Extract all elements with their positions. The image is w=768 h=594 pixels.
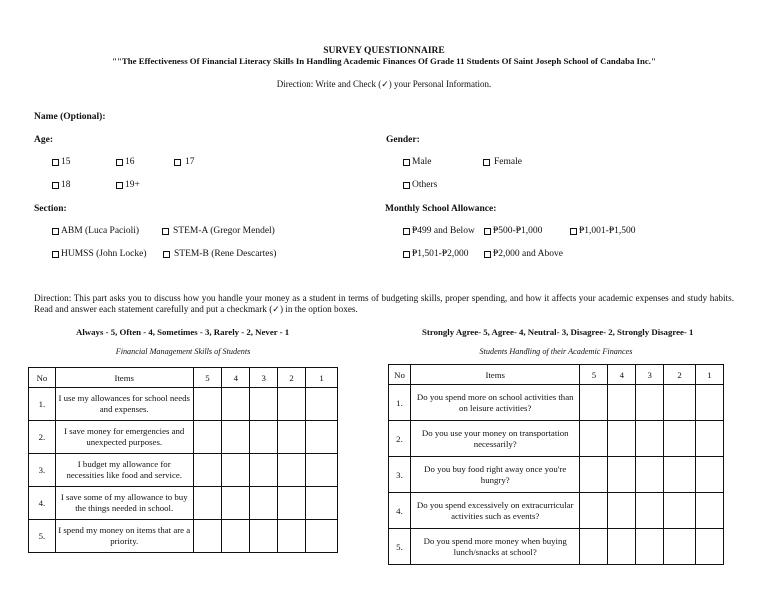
- header-5: 5: [193, 368, 222, 388]
- rating-cell[interactable]: [278, 421, 306, 454]
- survey-subtitle: ""The Effectiveness Of Financial Literacy Skills In Handling Academic Finances Of Grade 11 Students Of Saint Joseph School of Candaba Inc.": [112, 56, 656, 66]
- table-row: [29, 487, 338, 520]
- rating-cell[interactable]: [608, 529, 636, 565]
- rating-cell[interactable]: [580, 529, 608, 565]
- rating-cell[interactable]: [636, 457, 664, 493]
- allowance-label: Monthly School Allowance:: [385, 204, 497, 214]
- header-4: 4: [608, 365, 636, 385]
- allowance-option-1001-1500[interactable]: ₱1,001-₱1,500: [570, 226, 635, 236]
- rating-cell[interactable]: [580, 421, 608, 457]
- left-scale-legend: Always - 5, Often - 4, Sometimes - 3, Rarely - 2, Never - 1: [76, 327, 290, 337]
- table-row: [29, 454, 338, 487]
- table-header-row: [389, 365, 724, 385]
- row-number: 4.: [389, 493, 411, 529]
- header-2: 2: [278, 368, 306, 388]
- header-3: 3: [636, 365, 664, 385]
- rating-cell[interactable]: [608, 457, 636, 493]
- age-label: Age:: [34, 135, 53, 145]
- rating-cell[interactable]: [222, 487, 250, 520]
- table-row: [29, 520, 338, 553]
- checkbox[interactable]: [174, 159, 181, 166]
- rating-cell[interactable]: [306, 487, 338, 520]
- rating-cell[interactable]: [222, 454, 250, 487]
- row-item: I save some of my allowance to buy the things needed in school.: [55, 487, 193, 520]
- header-4: 4: [222, 368, 250, 388]
- section-option-stem-a[interactable]: STEM-A (Gregor Mendel): [162, 226, 275, 236]
- survey-title: SURVEY QUESTIONNAIRE: [323, 46, 445, 56]
- allowance-option-1501-2000[interactable]: ₱1,501-₱2,000: [403, 249, 468, 259]
- section-option-stem-b[interactable]: STEM-B (Rene Descartes): [163, 249, 276, 259]
- header-3: 3: [250, 368, 278, 388]
- row-number: 1.: [29, 388, 56, 421]
- checkbox[interactable]: [403, 159, 410, 166]
- gender-option-male[interactable]: Male: [403, 157, 432, 167]
- checkbox[interactable]: [403, 228, 410, 235]
- rating-cell[interactable]: [193, 454, 222, 487]
- checkbox[interactable]: [484, 228, 491, 235]
- rating-cell[interactable]: [664, 457, 696, 493]
- right-table-title: Students Handling of their Academic Finances: [479, 347, 633, 356]
- left-table-title: Financial Management Skills of Students: [115, 347, 251, 356]
- header-items: Items: [410, 365, 580, 385]
- checkbox[interactable]: [403, 251, 410, 258]
- rating-cell[interactable]: [193, 487, 222, 520]
- rating-cell[interactable]: [636, 493, 664, 529]
- row-number: 2.: [389, 421, 411, 457]
- header-1: 1: [696, 365, 724, 385]
- age-option-15[interactable]: 15: [52, 157, 71, 167]
- table-row: [29, 388, 338, 421]
- rating-cell[interactable]: [696, 421, 724, 457]
- rating-cell[interactable]: [636, 529, 664, 565]
- rating-cell[interactable]: [696, 457, 724, 493]
- academic-finances-table: [388, 364, 724, 565]
- rating-cell[interactable]: [608, 385, 636, 421]
- rating-cell[interactable]: [222, 520, 250, 553]
- rating-cell[interactable]: [580, 493, 608, 529]
- row-number: 5.: [29, 520, 56, 553]
- age-option-19-plus[interactable]: 19+: [116, 180, 140, 190]
- rating-cell[interactable]: [306, 421, 338, 454]
- checkbox[interactable]: [52, 159, 59, 166]
- header-5: 5: [580, 365, 608, 385]
- table-row: [389, 529, 724, 565]
- row-item: Do you use your money on transportation necessarily?: [410, 421, 580, 457]
- name-label: Name (Optional):: [34, 112, 106, 122]
- allowance-option-500-1000[interactable]: ₱500-₱1,000: [484, 226, 542, 236]
- row-number: 1.: [389, 385, 411, 421]
- checkbox[interactable]: [483, 159, 490, 166]
- header-no: No: [29, 368, 56, 388]
- checkbox[interactable]: [162, 228, 169, 235]
- checkbox[interactable]: [116, 182, 123, 189]
- rating-cell[interactable]: [250, 454, 278, 487]
- checkbox[interactable]: [484, 251, 491, 258]
- rating-cell[interactable]: [222, 421, 250, 454]
- table-row: [389, 493, 724, 529]
- row-item: Do you buy food right away once you're hungry?: [410, 457, 580, 493]
- right-scale-legend: Strongly Agree- 5, Agree- 4, Neutral- 3, Disagree- 2, Strongly Disagree- 1: [422, 327, 694, 337]
- rating-cell[interactable]: [696, 529, 724, 565]
- header-2: 2: [664, 365, 696, 385]
- rating-cell[interactable]: [580, 457, 608, 493]
- row-item: I budget my allowance for necessities like food and service.: [55, 454, 193, 487]
- row-number: 4.: [29, 487, 56, 520]
- age-option-16[interactable]: 16: [116, 157, 135, 167]
- rating-cell[interactable]: [306, 388, 338, 421]
- rating-cell[interactable]: [608, 493, 636, 529]
- rating-cell[interactable]: [696, 493, 724, 529]
- rating-cell[interactable]: [278, 520, 306, 553]
- section-option-abm[interactable]: ABM (Luca Pacioli): [52, 226, 139, 236]
- gender-option-female[interactable]: Female: [483, 157, 522, 167]
- rating-cell[interactable]: [608, 421, 636, 457]
- section-label: Section:: [34, 204, 67, 214]
- rating-cell[interactable]: [278, 454, 306, 487]
- checkbox[interactable]: [403, 182, 410, 189]
- gender-label: Gender:: [386, 135, 420, 145]
- header-1: 1: [306, 368, 338, 388]
- age-option-17[interactable]: 17: [174, 157, 195, 167]
- table-row: [389, 385, 724, 421]
- rating-cell[interactable]: [250, 421, 278, 454]
- rating-cell[interactable]: [636, 421, 664, 457]
- rating-cell[interactable]: [664, 493, 696, 529]
- checkbox[interactable]: [163, 251, 170, 258]
- rating-cell[interactable]: [278, 388, 306, 421]
- rating-cell[interactable]: [250, 487, 278, 520]
- rating-cell[interactable]: [193, 520, 222, 553]
- checkbox[interactable]: [52, 182, 59, 189]
- personal-info-direction: Direction: Write and Check (✓) your Personal Information.: [276, 79, 492, 89]
- rating-cell[interactable]: [696, 385, 724, 421]
- part-direction: Direction: This part asks you to discuss how you handle your money as a student in terms of budgeting skills, proper spending, and how it affects your academic expenses and study habits. Read and answer each statement carefully and put a checkmark (✓) in the option boxes.: [34, 293, 734, 314]
- row-number: 3.: [389, 457, 411, 493]
- checkbox[interactable]: [52, 251, 59, 258]
- rating-cell[interactable]: [580, 385, 608, 421]
- row-item: I spend my money on items that are a priority.: [55, 520, 193, 553]
- table-row: [29, 421, 338, 454]
- allowance-option-2000-above[interactable]: ₱2,000 and Above: [484, 249, 563, 259]
- rating-cell[interactable]: [250, 520, 278, 553]
- row-item: Do you spend more money when buying lunch/snacks at school?: [410, 529, 580, 565]
- rating-cell[interactable]: [306, 520, 338, 553]
- table-row: [389, 457, 724, 493]
- rating-cell[interactable]: [664, 421, 696, 457]
- table-header-row: [29, 368, 338, 388]
- section-option-humss[interactable]: HUMSS (John Locke): [52, 249, 147, 259]
- financial-management-table: [28, 367, 338, 553]
- age-option-18[interactable]: 18: [52, 180, 71, 190]
- row-number: 2.: [29, 421, 56, 454]
- row-item: Do you spend more on school activities than on leisure activities?: [410, 385, 580, 421]
- gender-option-others[interactable]: Others: [403, 180, 437, 190]
- table-row: [389, 421, 724, 457]
- row-number: 3.: [29, 454, 56, 487]
- header-no: No: [389, 365, 411, 385]
- checkbox[interactable]: [116, 159, 123, 166]
- checkbox[interactable]: [52, 228, 59, 235]
- rating-cell[interactable]: [636, 385, 664, 421]
- header-items: Items: [55, 368, 193, 388]
- rating-cell[interactable]: [250, 388, 278, 421]
- rating-cell[interactable]: [193, 421, 222, 454]
- row-item: I save money for emergencies and unexpected purposes.: [55, 421, 193, 454]
- allowance-option-499-below[interactable]: ₱499 and Below: [403, 226, 475, 236]
- rating-cell[interactable]: [222, 388, 250, 421]
- row-item: Do you spend excessively on extracurricular activities such as events?: [410, 493, 580, 529]
- rating-cell[interactable]: [664, 385, 696, 421]
- row-item: I use my allowances for school needs and expenses.: [55, 388, 193, 421]
- checkbox[interactable]: [570, 228, 577, 235]
- row-number: 5.: [389, 529, 411, 565]
- rating-cell[interactable]: [306, 454, 338, 487]
- rating-cell[interactable]: [664, 529, 696, 565]
- rating-cell[interactable]: [278, 487, 306, 520]
- rating-cell[interactable]: [193, 388, 222, 421]
